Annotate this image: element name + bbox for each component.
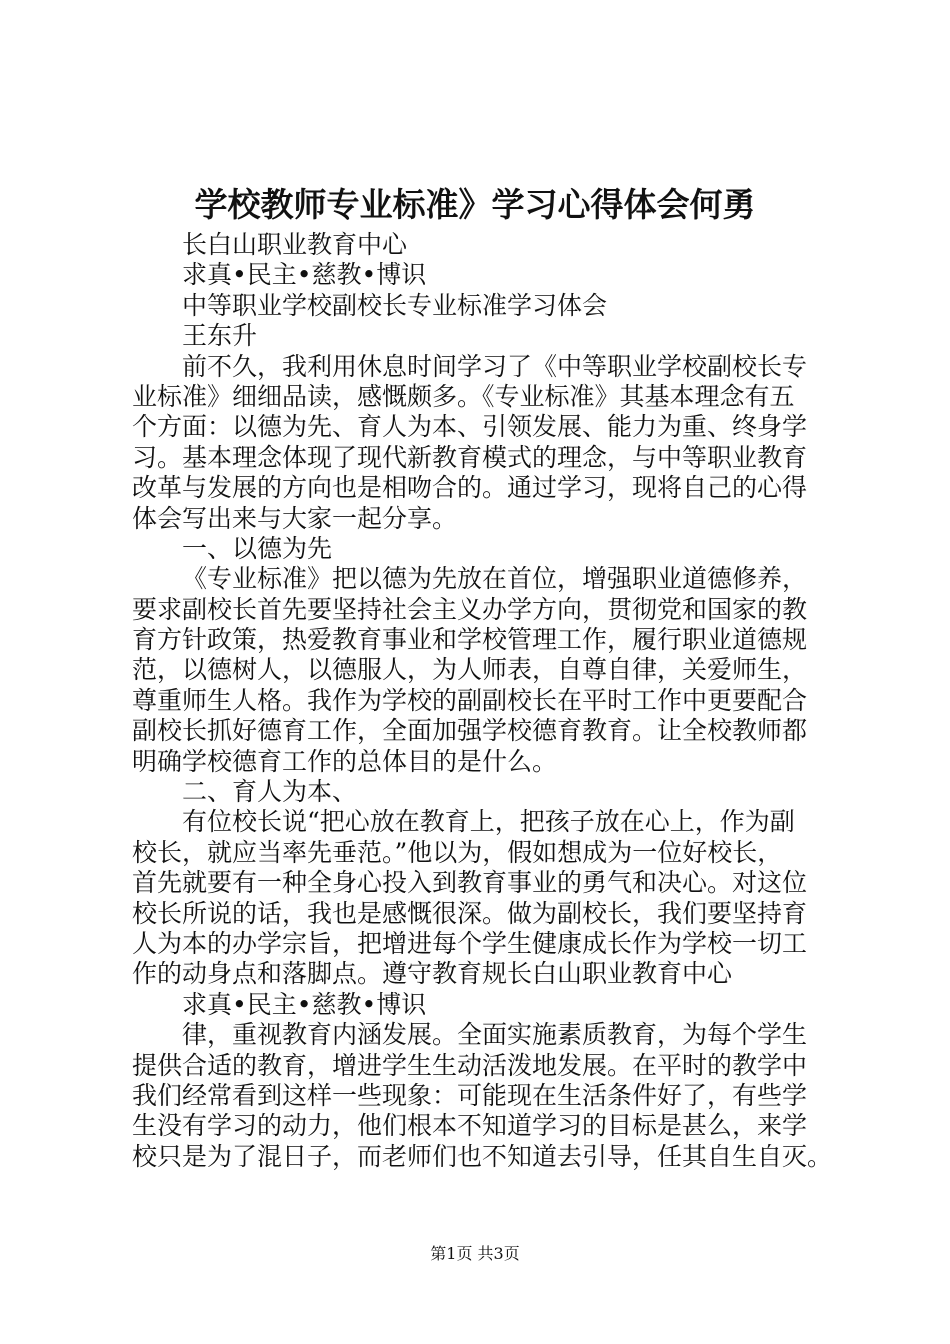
text-line: 我们经常看到这样一些现象：可能现在生活条件好了，有些学 xyxy=(132,1080,808,1110)
text-line: 校长所说的话，我也是感慨很深。做为副校长，我们要坚持育 xyxy=(132,898,808,928)
text-line: 长白山职业教育中心 xyxy=(182,230,408,259)
text-line: 人为本的办学宗旨，把增进每个学生健康成长作为学校一切工 xyxy=(132,928,808,958)
text-line: 育方针政策，热爱教育事业和学校管理工作，履行职业道德规 xyxy=(132,625,808,655)
text-line: 提供合适的教育，增进学生生动活泼地发展。在平时的教学中 xyxy=(132,1050,808,1080)
text-line: 明确学校德育工作的总体目的是什么。 xyxy=(132,746,558,776)
document-body xyxy=(132,230,832,1172)
text-line: 律，重视教育内涵发展。全面实施素质教育，为每个学生 xyxy=(182,1020,808,1050)
text-line: 王东升 xyxy=(182,321,258,351)
text-line: 《专业标准》把以德为先放在首位，增强职业道德修养， xyxy=(182,564,808,594)
text-line: 求真•民主•慈教•博识 xyxy=(182,260,427,290)
document-title: 学校教师专业标准》学习心得体会何勇 xyxy=(194,185,756,224)
text-line: 尊重师生人格。我作为学校的副副校长在平时工作中更要配合 xyxy=(132,685,808,715)
text-line: 习。基本理念体现了现代新教育模式的理念，与中等职业教育 xyxy=(132,442,808,472)
text-line: 前不久，我利用休息时间学习了《中等职业学校副校长专 xyxy=(182,351,808,381)
text-line: 个方面：以德为先、育人为本、引领发展、能力为重、终身学 xyxy=(132,412,808,442)
text-line: 校长，就应当率先垂范。”他以为，假如想成为一位好校长， xyxy=(132,837,783,867)
text-line: 求真•民主•慈教•博识 xyxy=(182,989,427,1019)
text-line: 要求副校长首先要坚持社会主义办学方向，贯彻党和国家的教 xyxy=(132,594,808,624)
text-line: 业标准》细细品读，感慨颇多。《专业标准》其基本理念有五 xyxy=(132,381,795,411)
text-line: 一、以德为先 xyxy=(182,533,333,563)
text-line: 作的动身点和落脚点。遵守教育规长白山职业教育中心 xyxy=(132,959,733,989)
text-line: 中等职业学校副校长专业标准学习体会 xyxy=(182,290,608,320)
text-line: 有位校长说“把心放在教育上，把孩子放在心上，作为副 xyxy=(182,807,795,837)
text-line: 校只是为了混日子，而老师们也不知道去引导，任其自生自灭。 xyxy=(132,1141,833,1171)
text-line: 首先就要有一种全身心投入到教育事业的勇气和决心。对这位 xyxy=(132,868,808,898)
text-line: 二、育人为本、 xyxy=(182,777,358,807)
text-line: 体会写出来与大家一起分享。 xyxy=(132,503,458,533)
page-number-footer: 第1页 共3页 xyxy=(430,1244,520,1263)
text-line: 生没有学习的动力，他们根本不知道学习的目标是甚么，来学 xyxy=(132,1111,808,1141)
text-line: 改革与发展的方向也是相吻合的。通过学习，现将自己的心得 xyxy=(132,473,808,503)
text-line: 范，以德树人，以德服人，为人师表，自尊自律，关爱师生， xyxy=(132,655,808,685)
text-line: 副校长抓好德育工作，全面加强学校德育教育。让全校教师都 xyxy=(132,716,808,746)
